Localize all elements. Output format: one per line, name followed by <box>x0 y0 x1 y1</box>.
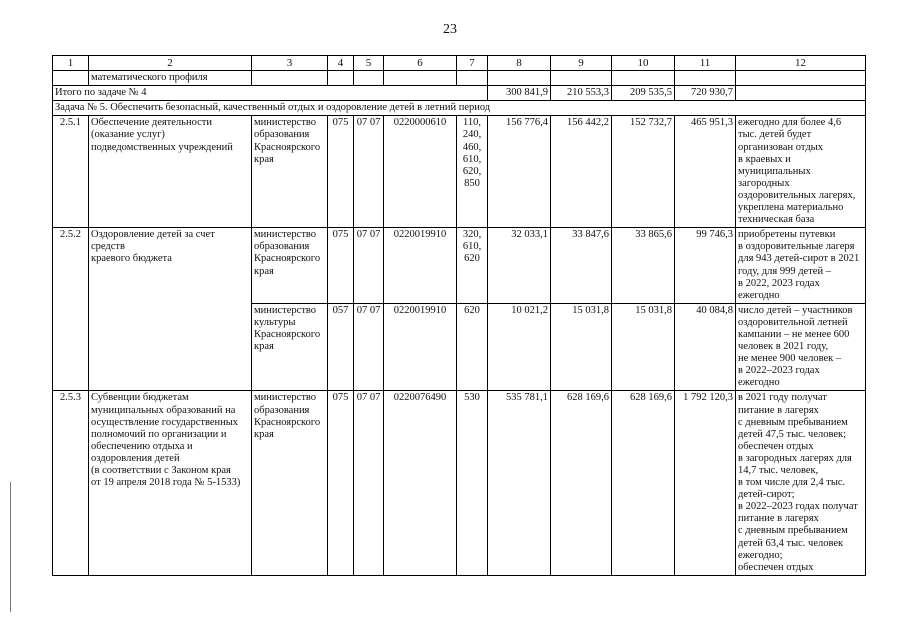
code-expense-type: 620 <box>457 303 488 391</box>
header-row <box>53 56 866 71</box>
value-2022: 156 442,2 <box>551 116 612 228</box>
expected-result: ежегодно для более 4,6 тыс. детей будет организован отдых в краевых и муниципальных загородных оздоровительных лагерях, укреплена материально техническая база <box>736 116 866 228</box>
activity-name: Обеспечение деятельности (оказание услуг) подведомственных учреждений <box>89 116 252 228</box>
header-cell: 3 <box>252 56 328 71</box>
header-cell: 8 <box>488 56 551 71</box>
responsible-org: министерство образования Красноярского края <box>252 116 328 228</box>
row-number: 2.5.3 <box>53 391 89 575</box>
page-number: 23 <box>443 22 457 37</box>
value-2021: 156 776,4 <box>488 116 551 228</box>
value-2023: 15 031,8 <box>612 303 675 391</box>
code-expense-type: 530 <box>457 391 488 575</box>
total-value-c10: 209 535,5 <box>612 86 675 101</box>
header-cell: 6 <box>384 56 457 71</box>
code-expense-type: 110, 240, 460, 610, 620, 850 <box>457 116 488 228</box>
responsible-org: министерство культуры Красноярского края <box>252 303 328 391</box>
continuation-text: математического профиля <box>89 71 252 86</box>
task5-heading: Задача № 5. Обеспечить безопасный, качественный отдых и оздоровление детей в летний период <box>53 101 866 116</box>
total-value-c11: 720 930,7 <box>675 86 736 101</box>
code-expense-type: 320, 610, 620 <box>457 228 488 304</box>
row-number: 2.5.1 <box>53 116 89 228</box>
total-label: Итого по задаче № 4 <box>53 86 488 101</box>
header-cell: 1 <box>53 56 89 71</box>
value-2022: 15 031,8 <box>551 303 612 391</box>
table-row <box>53 228 866 304</box>
value-2023: 152 732,7 <box>612 116 675 228</box>
table-row <box>53 391 866 575</box>
row-number: 2.5.2 <box>53 228 89 304</box>
value-2021: 535 781,1 <box>488 391 551 575</box>
table-row <box>53 303 866 391</box>
header-cell: 12 <box>736 56 866 71</box>
total-value-c8: 300 841,9 <box>488 86 551 101</box>
scan-margin-line <box>10 482 11 612</box>
value-2022: 628 169,6 <box>551 391 612 575</box>
value-2021: 10 021,2 <box>488 303 551 391</box>
value-2023: 33 865,6 <box>612 228 675 304</box>
expected-result: число детей – участников оздоровительной летней кампании – не менее 600 человек в 2021 году, не менее 900 человек – в 2022–2023 годах ежегодно <box>736 303 866 391</box>
code-section: 07 07 <box>354 116 384 228</box>
code-target: 0220076490 <box>384 391 457 575</box>
continuation-row <box>53 71 866 86</box>
value-total: 40 084,8 <box>675 303 736 391</box>
value-total: 465 951,3 <box>675 116 736 228</box>
code-grbs: 075 <box>328 116 354 228</box>
header-cell: 2 <box>89 56 252 71</box>
header-cell: 5 <box>354 56 384 71</box>
value-2022: 33 847,6 <box>551 228 612 304</box>
header-cell: 9 <box>551 56 612 71</box>
code-grbs: 057 <box>328 303 354 391</box>
header-cell: 7 <box>457 56 488 71</box>
responsible-org: министерство образования Красноярского края <box>252 391 328 575</box>
activity-name: Оздоровление детей за счет средств краевого бюджета <box>89 228 252 304</box>
value-2023: 628 169,6 <box>612 391 675 575</box>
expected-result: приобретены путевки в оздоровительные лагеря для 943 детей-сирот в 2021 году, для 999 детей – в 2022, 2023 годах ежегодно <box>736 228 866 304</box>
code-target: 0220019910 <box>384 303 457 391</box>
header-cell: 11 <box>675 56 736 71</box>
code-section: 07 07 <box>354 303 384 391</box>
total-value-c9: 210 553,3 <box>551 86 612 101</box>
task5-heading-row <box>53 101 866 116</box>
table-row <box>53 116 866 228</box>
responsible-org: министерство образования Красноярского края <box>252 228 328 304</box>
header-cell: 10 <box>612 56 675 71</box>
header-cell: 4 <box>328 56 354 71</box>
value-total: 1 792 120,3 <box>675 391 736 575</box>
program-table <box>52 55 866 576</box>
expected-result: в 2021 году получат питание в лагерях с дневным пребыванием детей 47,5 тыс. человек; обеспечен отдых в загородных лагерях для 14,7 тыс. человек, в том числе для 2,4 тыс. детей-сирот; в 2022–2023 годах получат питание в лагерях с дневным пребыванием детей 63,4 тыс. человек ежегодно; обеспечен отдых <box>736 391 866 575</box>
code-grbs: 075 <box>328 228 354 304</box>
code-target: 0220000610 <box>384 116 457 228</box>
code-target: 0220019910 <box>384 228 457 304</box>
code-section: 07 07 <box>354 228 384 304</box>
value-total: 99 746,3 <box>675 228 736 304</box>
row-number <box>53 303 89 391</box>
code-grbs: 075 <box>328 391 354 575</box>
total-row-task4 <box>53 86 866 101</box>
value-2021: 32 033,1 <box>488 228 551 304</box>
code-section: 07 07 <box>354 391 384 575</box>
activity-name: Субвенции бюджетам муниципальных образований на осуществление государственных полномочий по организации и обеспечению отдыха и оздоровления детей (в соответствии с Законом края от 19 апреля 2018 года № 5-1533) <box>89 391 252 575</box>
activity-name <box>89 303 252 391</box>
